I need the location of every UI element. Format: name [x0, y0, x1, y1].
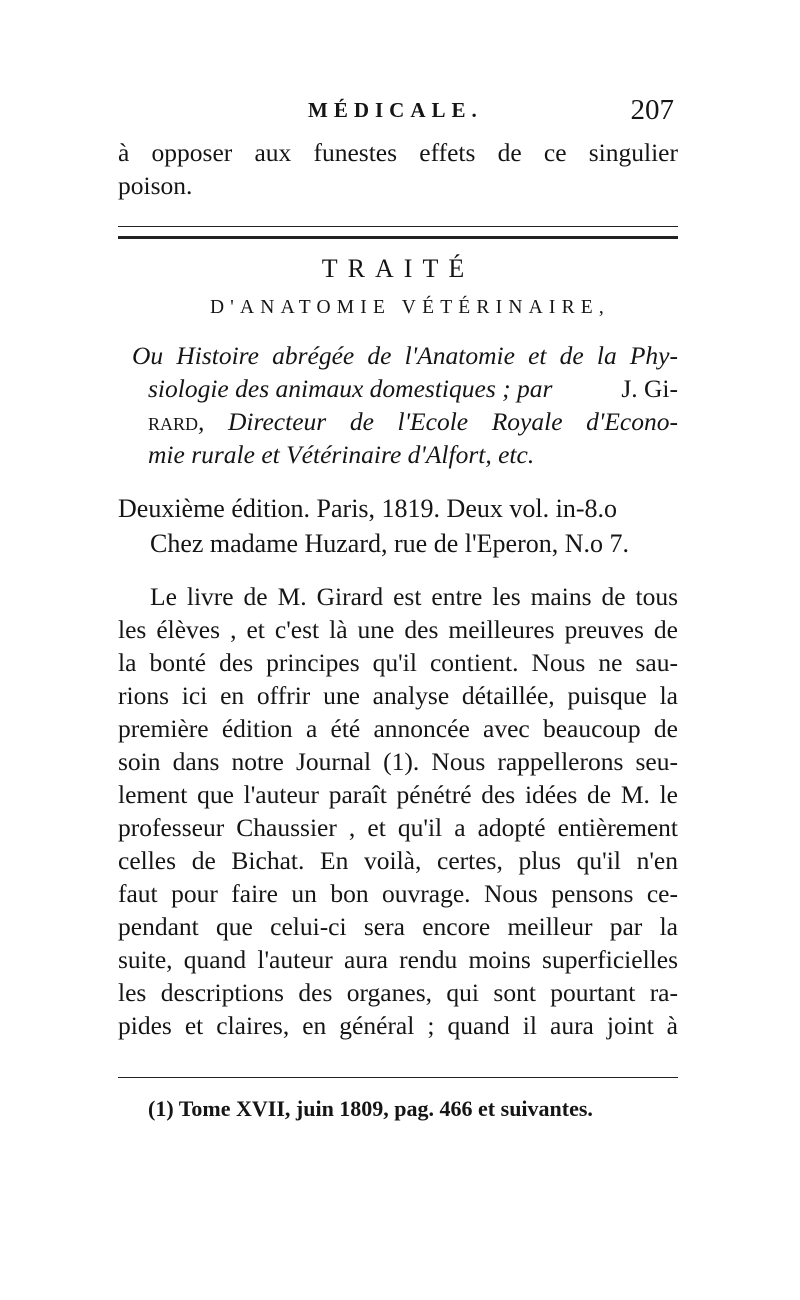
- body-line: suite, quand l'auteur aura rendu moins superficielles: [118, 945, 678, 974]
- description-line: Ou Histoire abrégée de l'Anatomie et de la Phy-: [132, 341, 678, 370]
- body-line: rions ici en offrir une analyse détaillée, puisque la: [118, 681, 678, 710]
- body-line: Le livre de M. Girard est entre les mains de tous: [150, 582, 678, 611]
- body-line: soin dans notre Journal (1). Nous rappellerons seu-: [118, 747, 678, 776]
- description-text: siologie des animaux domestiques ; par: [148, 374, 553, 403]
- description-text: , Directeur de l'Ecole Royale d'Econo-: [198, 407, 678, 436]
- body-line: faut pour faire un bon ouvrage. Nous pensons ce-: [118, 879, 678, 908]
- description-line: [148, 406, 678, 438]
- author-name: rard: [148, 407, 199, 436]
- description-line: [148, 373, 678, 405]
- running-header: [118, 94, 678, 138]
- body-line: les descriptions des organes, qui sont pourtant ra-: [118, 978, 678, 1007]
- imprint-line: Deuxième édition. Paris, 1819. Deux vol. in-8.o: [118, 494, 617, 523]
- body-line: pendant que celui-ci sera encore meilleur par la: [118, 912, 678, 941]
- body-line: première édition a été annoncée avec beaucoup de: [118, 714, 678, 743]
- running-title: MÉDICALE.: [308, 98, 483, 122]
- section-divider: [118, 226, 678, 239]
- imprint-line: Chez madame Huzard, rue de l'Eperon, N.o 7.: [150, 529, 630, 558]
- book-subtitle: D'ANATOMIE VÉTÉRINAIRE,: [210, 297, 610, 318]
- footnote-rule: [118, 1077, 678, 1078]
- body-line: pides et claires, en général ; quand il aura joint à: [118, 1011, 678, 1040]
- book-title: TRAITÉ: [321, 254, 475, 283]
- opening-line: à opposer aux funestes effets de ce singulier: [118, 138, 678, 167]
- body-line: lement que l'auteur paraît pénétré des idées de M. le: [118, 780, 678, 809]
- author-name: J. Gi-: [621, 374, 678, 403]
- body-line: la bonté des principes qu'il contient. Nous ne sau-: [118, 648, 678, 677]
- opening-line: poison.: [118, 171, 193, 200]
- body-line: professeur Chaussier , et qu'il a adopté entièrement: [118, 813, 678, 842]
- footnote: (1) Tome XVII, juin 1809, pag. 466 et suivantes.: [148, 1096, 593, 1121]
- description-line: mie rurale et Vétérinaire d'Alfort, etc.: [148, 440, 535, 469]
- body-line: celles de Bichat. En voilà, certes, plus qu'il n'en: [118, 846, 678, 875]
- page-number: 207: [630, 94, 674, 126]
- body-line: les élèves , et c'est là une des meilleures preuves de: [118, 615, 678, 644]
